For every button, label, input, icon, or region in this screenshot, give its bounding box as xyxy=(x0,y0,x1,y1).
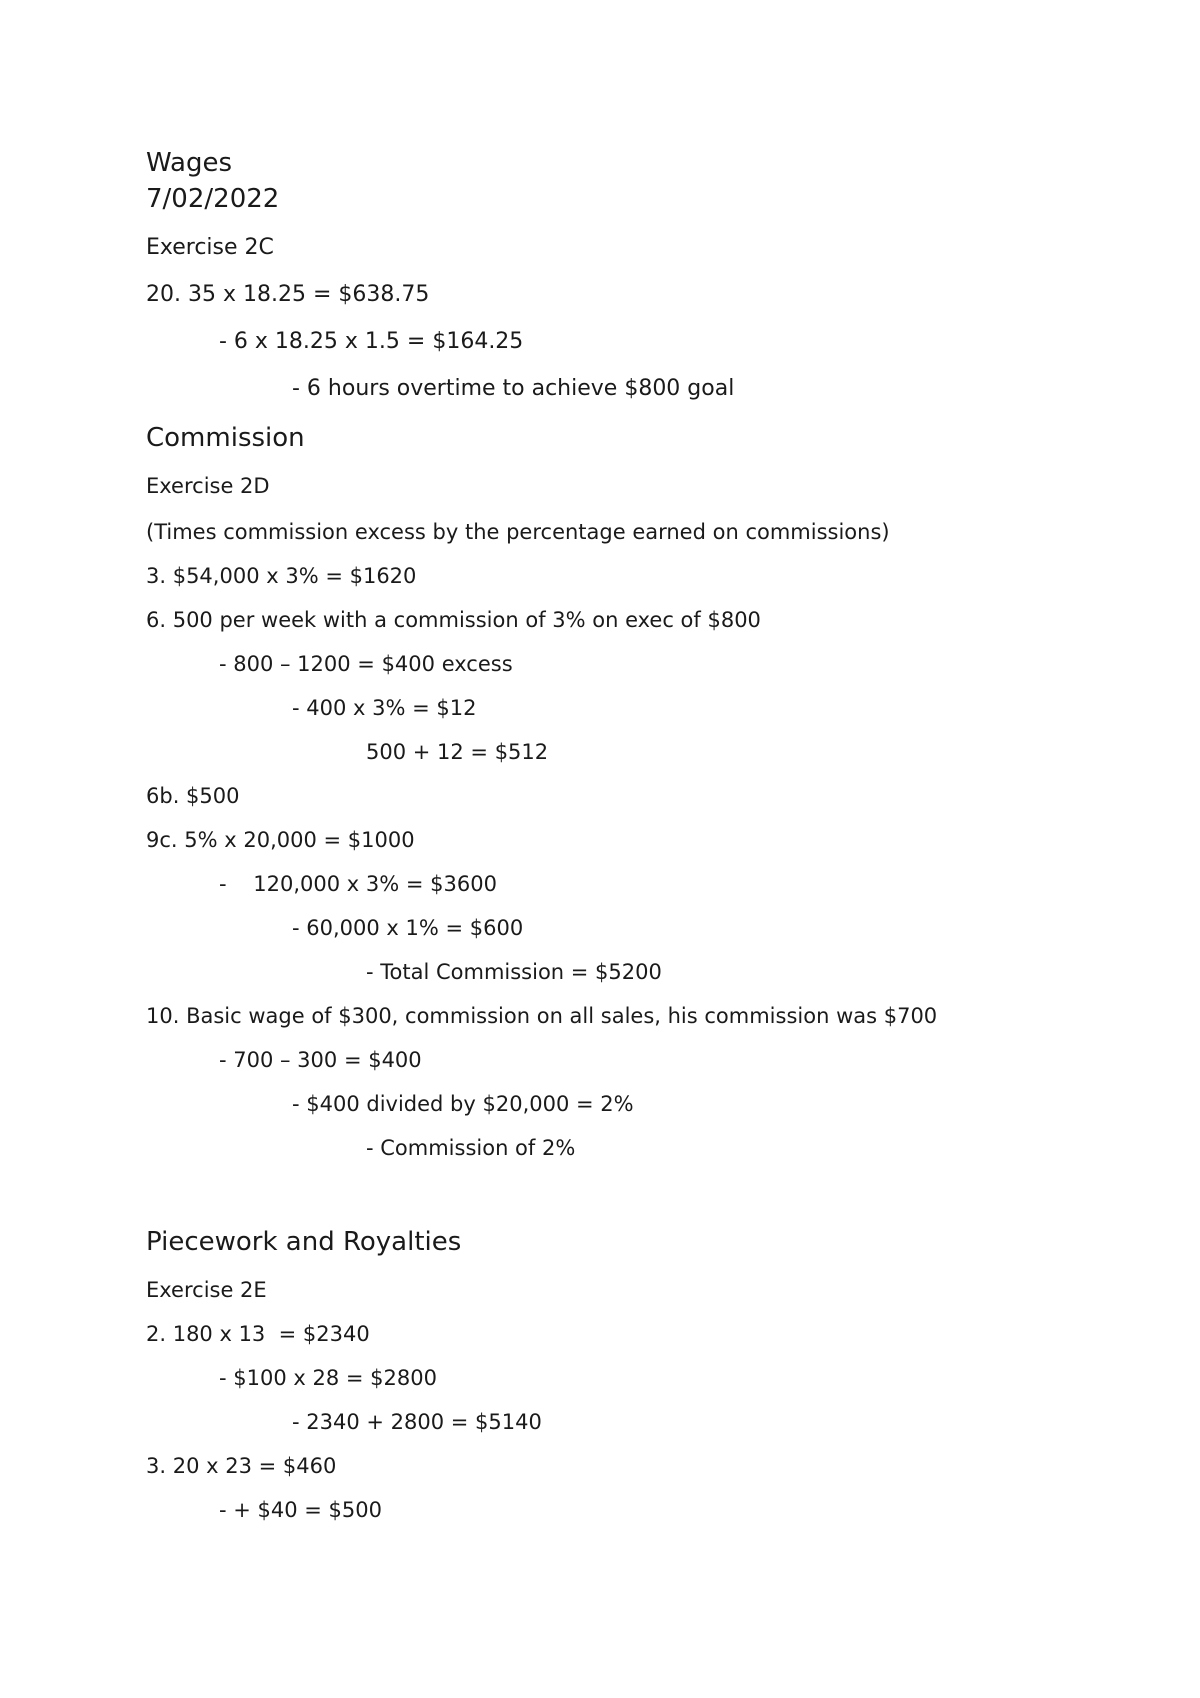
piecework-exercise-label: Exercise 2E xyxy=(146,1278,267,1302)
commission-line: 10. Basic wage of $300, commission on all sales, his commission was $700 xyxy=(146,1004,938,1028)
wages-line: - 6 x 18.25 x 1.5 = $164.25 xyxy=(219,329,524,354)
piecework-heading: Piecework and Royalties xyxy=(146,1227,462,1257)
piecework-line: 3. 20 x 23 = $460 xyxy=(146,1454,337,1478)
wages-line: 20. 35 x 18.25 = $638.75 xyxy=(146,282,430,307)
commission-line: - $400 divided by $20,000 = 2% xyxy=(292,1092,634,1116)
commission-line: 3. $54,000 x 3% = $1620 xyxy=(146,564,417,588)
commission-line: 6b. $500 xyxy=(146,784,240,808)
commission-line: - 700 – 300 = $400 xyxy=(219,1048,422,1072)
commission-line: 6. 500 per week with a commission of 3% on exec of $800 xyxy=(146,608,761,632)
commission-line: (Times commission excess by the percentage earned on commissions) xyxy=(146,520,890,544)
wages-line: - 6 hours overtime to achieve $800 goal xyxy=(292,376,735,401)
document-title: Wages xyxy=(146,148,233,178)
piecework-line: - $100 x 28 = $2800 xyxy=(219,1366,437,1390)
commission-line: - 60,000 x 1% = $600 xyxy=(292,916,524,940)
commission-line: - 800 – 1200 = $400 excess xyxy=(219,652,513,676)
piecework-line: - + $40 = $500 xyxy=(219,1498,382,1522)
piecework-line: - 2340 + 2800 = $5140 xyxy=(292,1410,542,1434)
wages-exercise-label: Exercise 2C xyxy=(146,235,274,260)
document-date: 7/02/2022 xyxy=(146,184,280,214)
piecework-line: 2. 180 x 13 = $2340 xyxy=(146,1322,370,1346)
commission-line: 500 + 12 = $512 xyxy=(366,740,549,764)
commission-line: - 400 x 3% = $12 xyxy=(292,696,477,720)
commission-line: - 120,000 x 3% = $3600 xyxy=(219,872,497,896)
commission-line: 9c. 5% x 20,000 = $1000 xyxy=(146,828,415,852)
commission-exercise-label: Exercise 2D xyxy=(146,474,270,498)
commission-line: - Commission of 2% xyxy=(366,1136,576,1160)
commission-line: - Total Commission = $5200 xyxy=(366,960,662,984)
commission-heading: Commission xyxy=(146,423,305,453)
